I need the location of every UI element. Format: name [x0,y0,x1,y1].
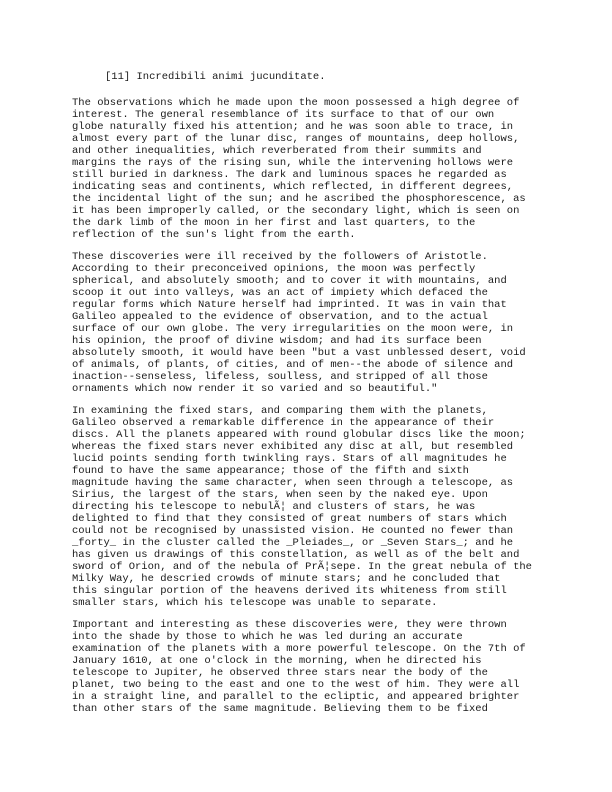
text-line: In examining the fixed stars, and comparing them with the planets, [72,405,488,417]
text-line: These discoveries were ill received by the followers of Aristotle. [72,251,488,263]
text-line: interest. The general resemblance of its surface to that of our own [72,109,495,121]
text-line: delighted to find that they consisted of great numbers of stars which [72,513,507,525]
text-line: Important and interesting as these discoveries were, they were thrown [72,619,507,631]
text-line: the dark limb of the moon in her first and last quarters, to the [72,217,476,229]
text-line: his opinion, the proof of divine wisdom; and had its surface been [72,335,482,347]
text-line: scoop it out into valleys, was an act of impiety which defaced the [72,287,488,299]
text-line: discs. All the planets appeared with round globular discs like the moon; [72,429,526,441]
text-line: directing his telescope to nebulÃ¦ and clusters of stars, he was [72,501,476,513]
text-line: than other stars of the same magnitude. Believing them to be fixed [72,703,488,715]
text-line: planet, two being to the east and one to the west of him. They were all [72,679,520,691]
text-line: regular forms which Nature herself had imprinted. It was in vain that [72,299,507,311]
text-line: has given us drawings of this constellation, as well as of the belt and [72,549,520,561]
text-line: reflection of the sun's light from the earth. [72,229,356,241]
text-line: According to their preconceived opinions, the moon was perfectly [72,263,476,275]
text-line: Milky Way, he descried crowds of minute stars; and he concluded that [72,573,501,585]
text-line: it has been improperly called, or the secondary light, which is seen on [72,205,520,217]
text-line: could not be recognised by unassisted vision. He counted no fewer than [72,525,514,537]
text-line: found to have the same appearance; those of the fifth and sixth [72,465,469,477]
text-line: inaction--senseless, lifeless, soulless, and stripped of all those [72,371,488,383]
text-line: whereas the fixed stars never exhibited any disc at all, but resembled [72,441,514,453]
text-line: the incidental light of the sun; and he ascribed the phosphorescence, as [72,193,526,205]
text-line: January 1610, at one o'clock in the morning, when he directed his [72,655,482,667]
text-line: _forty_ in the cluster called the _Pleiades_, or _Seven Stars_; and he [72,537,514,549]
text-line: almost every part of the lunar disc, ranges of mountains, deep hollows, [72,133,520,145]
text-line: Sirius, the largest of the stars, when seen by the naked eye. Upon [72,489,488,501]
text-line: The observations which he made upon the moon possessed a high degree of [72,97,520,109]
text-line: globe naturally fixed his attention; and he was soon able to trace, in [72,121,514,133]
text-line: of animals, of plants, of cities, and of men--the abode of silence and [72,359,514,371]
text-line: in a straight line, and parallel to the ecliptic, and appeared brighter [72,691,520,703]
text-line: Galileo observed a remarkable difference in the appearance of their [72,417,495,429]
text-line: this singular portion of the heavens derived its whiteness from still [72,585,507,597]
text-line: smaller stars, which his telescope was unable to separate. [72,597,438,609]
text-line: magnitude having the same character, when seen through a telescope, as [72,477,514,489]
text-line: surface of our own globe. The very irregularities on the moon were, in [72,323,514,335]
text-line: telescope to Jupiter, he observed three stars near the body of the [72,667,488,679]
text-line: lucid points sending forth twinkling rays. Stars of all magnitudes he [72,453,507,465]
text-line: margins the rays of the rising sun, while the intervening hollows were [72,157,514,169]
text-line: into the shade by those to which he was led during an accurate [72,631,463,643]
text-line: examination of the planets with a more powerful telescope. On the 7th of [72,643,526,655]
text-line: indicating seas and continents, which reflected, in different degrees, [72,181,514,193]
text-line: spherical, and absolutely smooth; and to cover it with mountains, and [72,275,507,287]
text-line: Galileo appealed to the evidence of observation, and to the actual [72,311,488,323]
text-line: ornaments which now render it so varied and so beautiful." [72,383,438,395]
text-line: sword of Orion, and of the nebula of PrÃ¦sepe. In the great nebula of the [72,561,532,573]
text-line: absolutely smooth, it would have been "but a vast unblessed desert, void [72,347,526,359]
text-line: still buried in darkness. The dark and luminous spaces he regarded as [72,169,507,181]
text-line: and other inequalities, which reverberated from their summits and [72,145,482,157]
footnote: [11] Incredibili animi jucunditate. [105,71,326,83]
